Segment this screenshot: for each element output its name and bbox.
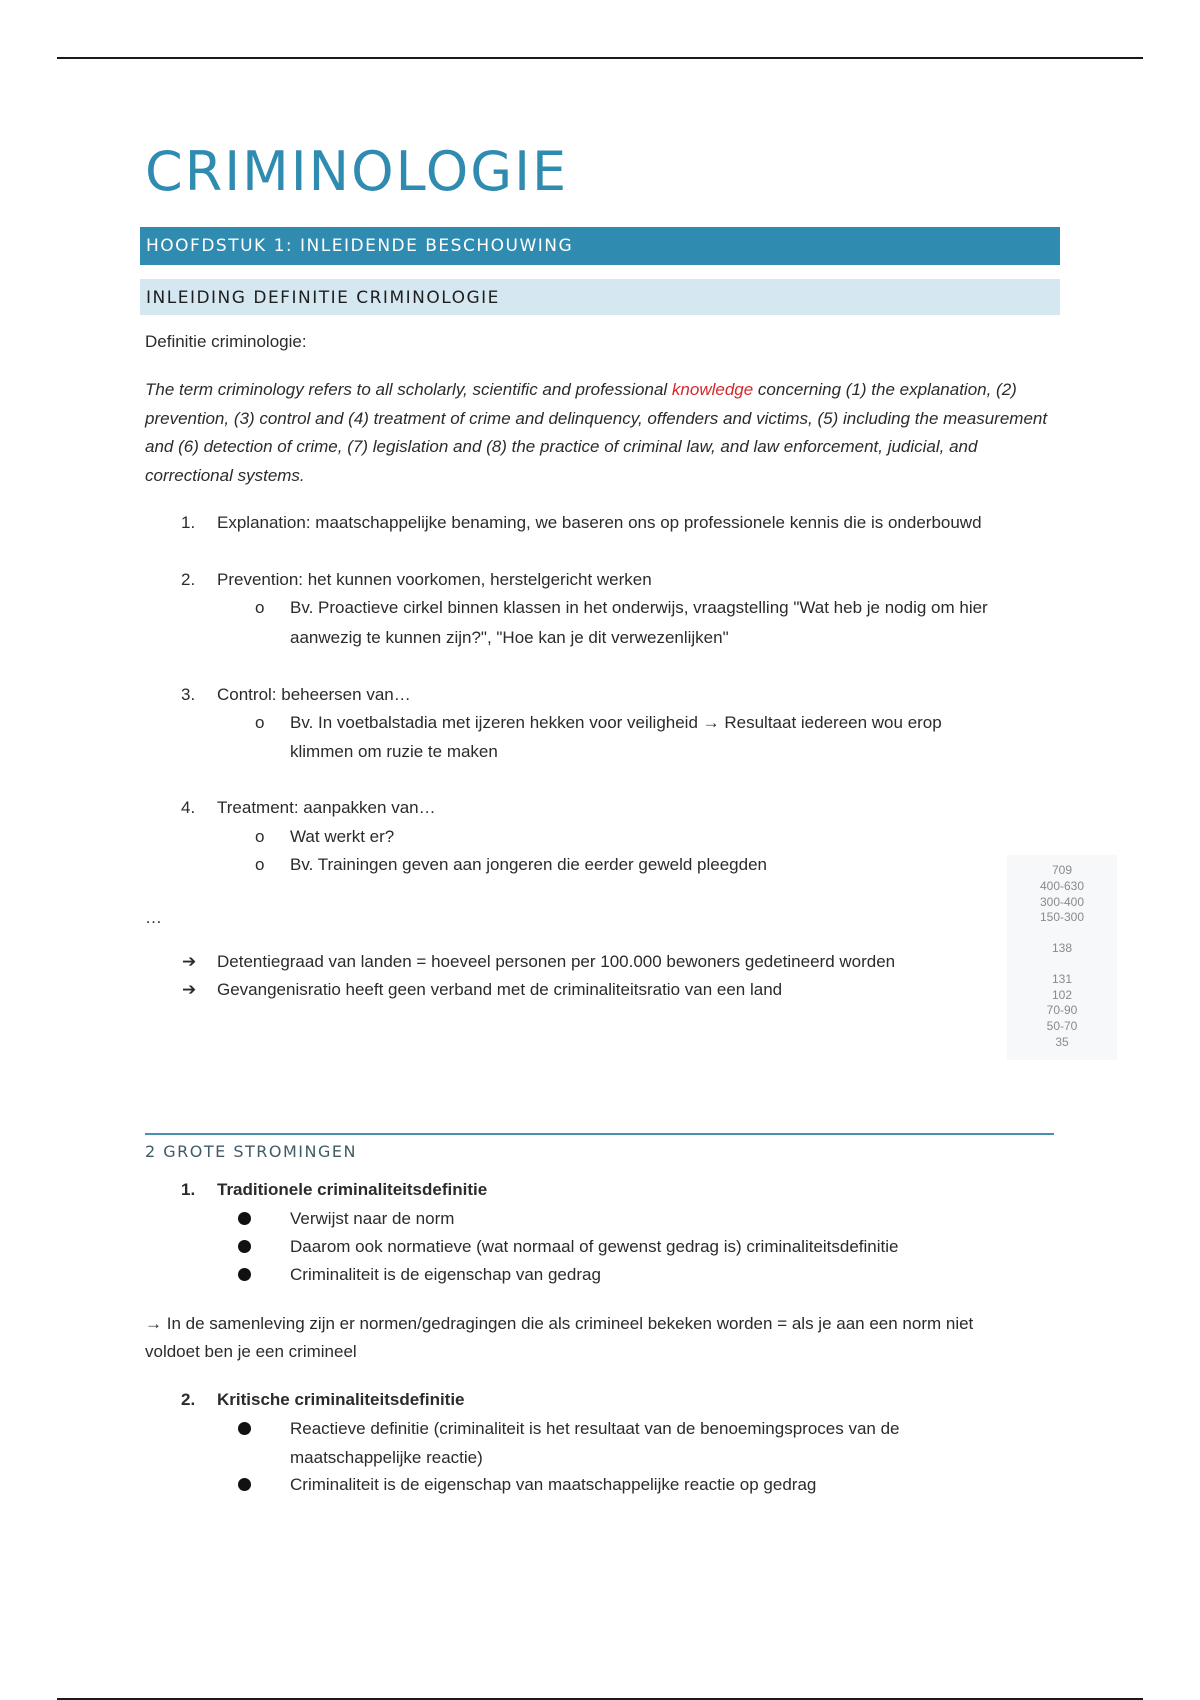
- arrow-icon: ➔: [182, 980, 197, 999]
- bullet-item: Criminaliteit is de eigenschap van gedrag: [290, 1265, 601, 1284]
- conclusion-line-continued: voldoet ben je een crimineel: [145, 1342, 357, 1361]
- ellipsis: …: [145, 908, 162, 927]
- sub-item: Bv. Proactieve cirkel binnen klassen in het onderwijs, vraagstelling "Wat heb je nodig om hier: [290, 598, 988, 617]
- bullet-item: Reactieve definitie (criminaliteit is het resultaat van de benoemingsproces van de: [290, 1419, 900, 1438]
- sub-marker: o: [255, 713, 265, 732]
- arrow-icon: →: [145, 1314, 162, 1333]
- section-heading-bar: [140, 279, 1060, 315]
- list-number: 3.: [181, 685, 196, 704]
- bullet-item: Daarom ook normatieve (wat normaal of gewenst gedrag is) criminaliteitsdefinitie: [290, 1237, 899, 1256]
- quote-before: The term criminology refers to all scholarly, scientific and professional: [145, 380, 672, 399]
- legend-value: 150-300: [1039, 910, 1085, 924]
- section-divider: [145, 1133, 1054, 1135]
- bullet-icon: [238, 1422, 251, 1435]
- sub-item: Bv. In voetbalstadia met ijzeren hekken voor veiligheid → Resultaat iedereen wou erop: [290, 713, 942, 732]
- legend-value: 35: [1055, 1035, 1069, 1049]
- stroming2-title: Kritische criminaliteitsdefinitie: [217, 1390, 465, 1409]
- list-number: 2.: [181, 570, 196, 589]
- legend-value: 138: [1051, 941, 1073, 955]
- legend-value: 70-90: [1046, 1003, 1078, 1017]
- bullet-item-continued: maatschappelijke reactie): [290, 1448, 483, 1467]
- legend-value: 709: [1051, 863, 1073, 877]
- sub-item-continued: klimmen om ruzie te maken: [290, 742, 498, 761]
- legend-value: 102: [1051, 988, 1073, 1002]
- chapter-heading-bar: [140, 227, 1060, 265]
- quote-after: concerning (1) the explanation, (2) prevention, (3) control and (4) treatment of crime and delinquency, offenders and victims, (5) including the measurement and (6) detection of crime, (7) legislation and (8) the practice of criminal law, and law enforcement, judicial, and correctional systems.: [145, 380, 1048, 485]
- sub-item: Wat werkt er?: [290, 827, 395, 846]
- bullet-item: Verwijst naar de norm: [290, 1209, 455, 1228]
- list-number: 1.: [181, 1180, 196, 1199]
- bullet-icon: [238, 1478, 251, 1491]
- legend-value: 50-70: [1046, 1019, 1078, 1033]
- list-item-treatment: Treatment: aanpakken van…: [217, 798, 436, 817]
- list-item-control: Control: beheersen van…: [217, 685, 411, 704]
- section-heading: INLEIDING DEFINITIE CRIMINOLOGIE: [146, 288, 500, 308]
- quote-highlight: knowledge: [671, 380, 754, 399]
- arrow-icon: ➔: [182, 952, 197, 971]
- conclusion-text: In de samenleving zijn er normen/gedragingen die als crimineel bekeken worden = als je aan een norm niet: [162, 1314, 974, 1333]
- bullet-icon: [238, 1268, 251, 1281]
- list-number: 2.: [181, 1390, 196, 1409]
- page-top-rule: [57, 57, 1143, 59]
- list-number: 1.: [181, 513, 196, 532]
- list-number: 4.: [181, 798, 196, 817]
- document-title: CRIMINOLOGIE: [145, 140, 569, 203]
- legend-value: 400-630: [1039, 879, 1085, 893]
- definition-label: Definitie criminologie:: [145, 332, 307, 351]
- section2-heading: 2 GROTE STROMINGEN: [145, 1142, 357, 1161]
- sub-item-continued: aanwezig te kunnen zijn?", "Hoe kan je dit verwezenlijken": [290, 628, 729, 647]
- bullet-item: Criminaliteit is de eigenschap van maatschappelijke reactie op gedrag: [290, 1475, 817, 1494]
- sub-marker: o: [255, 598, 265, 617]
- sub-item: Bv. Trainingen geven aan jongeren die eerder geweld pleegden: [290, 855, 767, 874]
- bullet-icon: [238, 1240, 251, 1253]
- chapter-heading: HOOFDSTUK 1: INLEIDENDE BESCHOUWING: [146, 236, 574, 256]
- legend-value: 300-400: [1039, 895, 1085, 909]
- arrow-line: Detentiegraad van landen = hoeveel personen per 100.000 bewoners gedetineerd worden: [217, 952, 896, 971]
- list-item-explanation: Explanation: maatschappelijke benaming, we baseren ons op professionele kennis die is onderbouwd: [217, 513, 982, 532]
- map-legend: [1007, 855, 1117, 1060]
- list-item-prevention: Prevention: het kunnen voorkomen, herstelgericht werken: [217, 570, 652, 589]
- conclusion-line: [145, 1310, 973, 1338]
- arrow-line: Gevangenisratio heeft geen verband met de criminaliteitsratio van een land: [217, 980, 783, 999]
- stroming1-title: Traditionele criminaliteitsdefinitie: [217, 1180, 488, 1199]
- sub-marker: o: [255, 827, 265, 846]
- definition-quote: [145, 376, 1065, 490]
- bullet-icon: [238, 1212, 251, 1225]
- sub-marker: o: [255, 855, 265, 874]
- legend-value: 131: [1051, 972, 1073, 986]
